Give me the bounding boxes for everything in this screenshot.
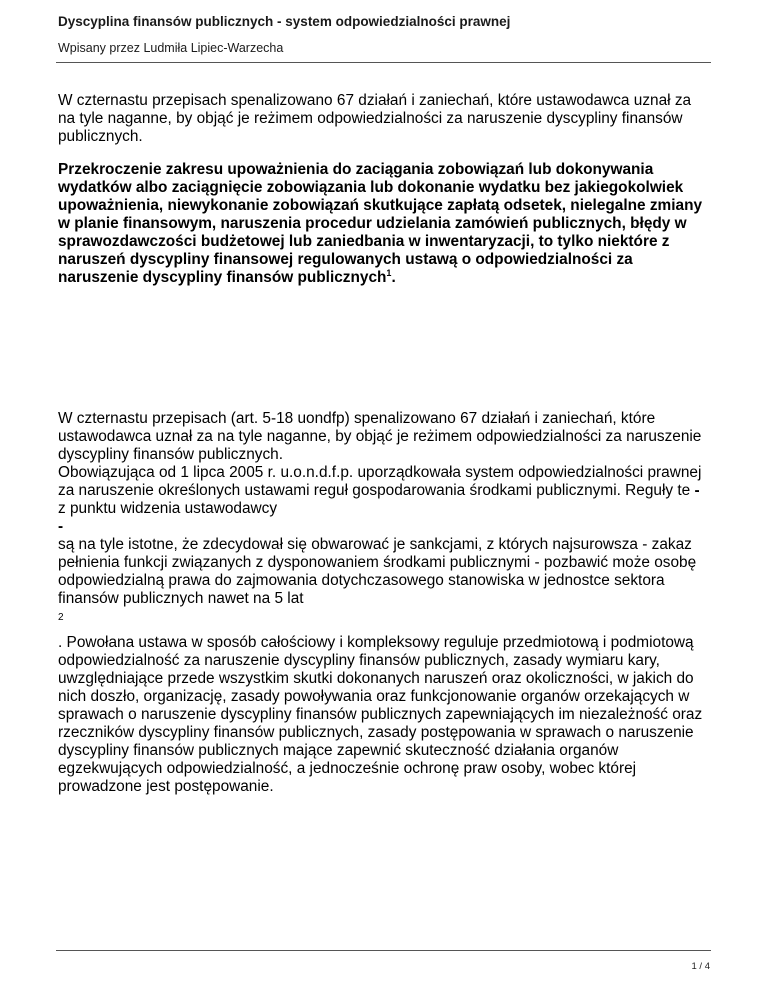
footnote-ref-2[interactable]: 2 [58, 612, 64, 623]
footnote-ref-1[interactable]: 1 [386, 268, 392, 278]
body-text-2a: Obowiązująca od 1 lipca 2005 r. u.o.n.d.f.p. uporządkowała system odpowiedzialności prawnej za naruszenie określonych ustawami reguł gospodarowania środkami publicznymi. Reguły te [58, 464, 702, 499]
intro-text: W czternastu przepisach spenalizowano 67 działań i zaniechań, które ustawodawca uznał za na tyle naganne, by objąć je reżimem odpowiedzialności za naruszenie dyscypliny finansów publicznych. [58, 92, 692, 145]
page-number: 1 / 4 [691, 961, 710, 972]
body-text-2 [58, 464, 712, 500]
lead-text-end: . [391, 269, 396, 286]
bold-lead-paragraph [58, 161, 712, 287]
body-paragraph [58, 410, 712, 796]
body-text-4: są na tyle istotne, że zdecydował się obwarować je sankcjami, z których najsurowsza - zakaz pełnienia funkcji związanych z dysponowaniem środkami publicznymi - pozbawić może osobę odpowiedzialną prawa do zajmowania dotychczasowego stanowiska w jednostce sektora finansów publicznych nawet na 5 lat [58, 536, 697, 607]
dash-1: - [694, 482, 700, 499]
body-text-1: W czternastu przepisach (art. 5-18 uondfp) spenalizowano 67 działań i zaniechań, które ustawodawca uznał za na tyle naganne, by objąć je reżimem odpowiedzialności za naruszenie dyscypliny finansów publicznych. [58, 410, 702, 463]
intro-paragraph [58, 92, 712, 146]
header-divider [56, 62, 711, 63]
dash-2: - [58, 518, 64, 535]
body-text-3: z punktu widzenia ustawodawcy [58, 500, 278, 517]
lead-text: Przekroczenie zakresu upoważnienia do zaciągania zobowiązań lub dokonywania wydatków albo zaciągnięcie zobowiązania lub dokonanie wydatku bez jakiegokolwiek upoważnienia, niewykonanie zobowiązań skutkujące zapłatą odsetek, nielegalne zmiany w planie finansowym, naruszenia procedur udzielania zamówień publicznych, błędy w sprawozdawczości budżetowej lub zaniedbania w inwentaryzacji, to tylko niektóre z naruszeń dyscypliny finansowej regulowanych ustawą o odpowiedzialności za naruszenie dyscypliny finansów publicznych [58, 161, 703, 286]
author-line: Wpisany przez Ludmiła Lipiec-Warzecha [58, 41, 284, 55]
footer-divider [56, 950, 711, 951]
document-title: Dyscyplina finansów publicznych - system odpowiedzialności prawnej [58, 14, 511, 29]
body-text-5: . Powołana ustawa w sposób całościowy i kompleksowy reguluje przedmiotową i podmiotową odpowiedzialność za naruszenie dyscypliny finansów publicznych, zasady wymiaru kary, uwzględniające przede wszystkim skutki dokonanych naruszeń oraz okoliczności, w jakich do nich doszło, organizację, zasady powoływania oraz funkcjonowanie organów orzekających w sprawach o naruszenie dyscypliny finansów publicznych zapewniających im niezależność oraz rzeczników dyscypliny finansów publicznych, zasady postępowania w sprawach o naruszenie dyscypliny finansów publicznych mające zapewnić skuteczność działania organów egzekwujących odpowiedzialność, a jednocześnie ochronę praw osoby, wobec której prowadzone jest postępowanie. [58, 634, 703, 795]
